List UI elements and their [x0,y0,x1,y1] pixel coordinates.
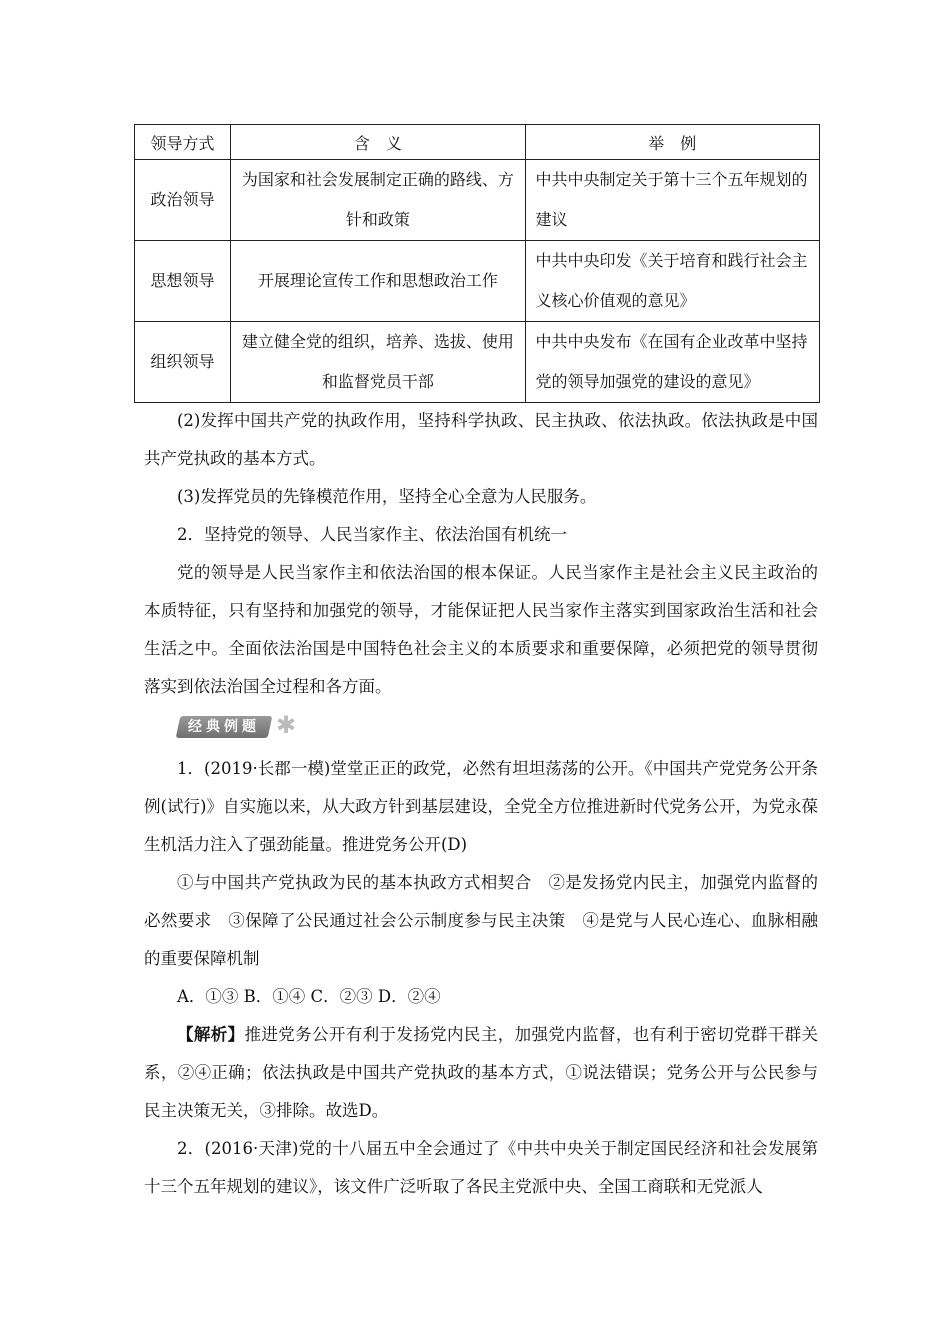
table-row [135,241,820,322]
analysis-text: 推进党务公开有利于发扬党内民主，加强党内监督，也有利于密切党群干群关系，②④正确；依法执政是中国共产党执政的基本方式，①说法错误；党务公开与公民参与民主决策无关，③排除。故选D。 [144,1025,819,1120]
question-1-stem: 1．(2019·长郡一模)堂堂正正的政党，必然有坦坦荡荡的公开。《中国共产党党务公开条例(试行)》自实施以来，从大政方针到基层建设，全党全方位推进新时代党务公开，为党永葆生机活力注入了强劲能量。推进党务公开(D) [144,759,818,854]
section-heading: 2．坚持党的领导、人民当家作主、依法治国有机统一 [177,525,567,544]
question-1-items: ①与中国共产党执政为民的基本执政方式相契合 ②是发扬党内民主，加强党内监督的必然要求 ③保障了公民通过社会公示制度参与民主决策 ④是党与人民心连心、血脉相融的重要保障机制 [144,873,818,968]
question-1-analysis [144,1016,818,1130]
table-row [135,160,820,241]
table-cell: 建立健全党的组织，培养、选拔、使用和监督党员干部 [231,322,525,403]
paragraph: 党的领导是人民当家作主和依法治国的根本保证。人民当家作主是社会主义民主政治的本质特征，只有坚持和加强党的领导，才能保证把人民当家作主落实到国家政治生活和社会生活之中。全面依法治国是中国特色社会主义的本质要求和重要保障，必须把党的领导贯彻落实到依法治国全过程和各方面。 [144,563,818,696]
table-cell: 开展理论宣传工作和思想政治工作 [231,241,525,322]
analysis-label: 【解析】 [177,1025,245,1044]
leadership-table [134,124,820,403]
table-cell: 中共中央制定关于第十三个五年规划的建议 [525,160,819,241]
star-decoration-icon: ✱ [276,711,297,739]
table-cell: 组织领导 [135,322,231,403]
table-cell: 中共中央印发《关于培育和践行社会主义核心价值观的意见》 [525,241,819,322]
table-cell: 中共中央发布《在国有企业改革中坚持党的领导加强党的建设的意见》 [525,322,819,403]
paragraph: (2)发挥中国共产党的执政作用，坚持科学执政、民主执政、依法执政。依法执政是中国共产党执政的基本方式。 [144,411,818,468]
question-1-options: A．①③ B．①④ C．②③ D．②④ [177,987,441,1006]
table-header: 举 例 [525,125,819,160]
table-cell: 思想领导 [135,241,231,322]
classic-examples-badge: 经典例题 [176,716,273,738]
question-2-stem: 2．(2016·天津)党的十八届五中全会通过了《中共中央关于制定国民经济和社会发展第十三个五年规划的建议》，该文件广泛听取了各民主党派中央、全国工商联和无党派人 [144,1139,818,1196]
table-row [135,322,820,403]
table-header: 含 义 [231,125,525,160]
paragraph: (3)发挥党员的先锋模范作用，坚持全心全意为人民服务。 [177,487,597,506]
table-cell: 为国家和社会发展制定正确的路线、方针和政策 [231,160,525,241]
table-header-row [135,125,820,160]
table-header: 领导方式 [135,125,231,160]
table-cell: 政治领导 [135,160,231,241]
